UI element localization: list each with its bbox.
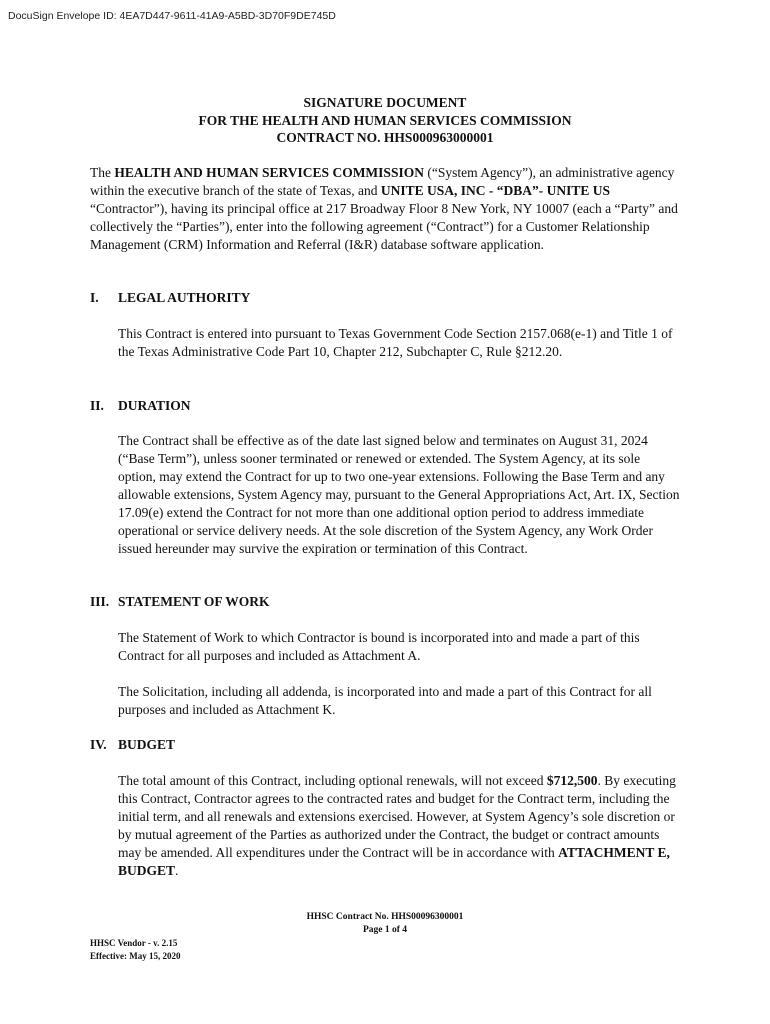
section-paragraph: The Contract shall be effective as of the date last signed below and terminates on August 31, 2024 (“Base Term”), unless sooner terminated or renewed or extended. The System Agency, at its sole option, may extend the Contract for up to two one-year extensions. Following the Base Term and any allowable extensions, System Agency may, pursuant to the General Appropriations Act, Art. IX, Section 17.09(e) extend the Contract for not more than one additional option period to address immediate operational or service delivery needs. At the sole discretion of the System Agency, any Work Order issued hereunder may survive the expiration or termination of this Contract.	[118, 433, 680, 556]
budget-text-2: . By executing this Contract, Contractor agrees to the contracted rates and budget for the Contract term, including the initial term, and all renewals and extensions exercised. However, at System Agency’s sole discretion or by mutual agreement of the Parties as authorized under the Contract, the budget or contract amounts may be amended. All expenditures under the Contract will be in accordance with	[118, 773, 676, 860]
section-title: DURATION	[118, 398, 191, 413]
section-number: IV.	[90, 737, 107, 752]
intro-paragraph	[90, 164, 680, 254]
section-number: II.	[90, 398, 104, 413]
section-paragraph: The Statement of Work to which Contractor is bound is incorporated into and made a part of this Contract for all purposes and included as Attachment A.	[118, 630, 640, 663]
vendor-version-info	[90, 937, 180, 962]
section-heading-legal-authority	[90, 289, 250, 307]
document-title	[0, 94, 770, 147]
section-heading-duration	[90, 397, 191, 415]
contract-amount: $712,500	[546, 773, 598, 788]
title-line-2: FOR THE HEALTH AND HUMAN SERVICES COMMISSION	[198, 112, 572, 128]
section-title: STATEMENT OF WORK	[118, 594, 270, 609]
section-paragraph: The Solicitation, including all addenda, is incorporated into and made a part of this Contract for all purposes and included as Attachment K.	[118, 684, 652, 717]
title-line-3: CONTRACT NO. HHS000963000001	[276, 130, 494, 145]
attachment-reference: ATTACHMENT E, BUDGET	[118, 845, 670, 878]
section-heading-budget	[90, 736, 175, 754]
intro-text-1: The	[90, 165, 115, 180]
section-heading-statement-of-work	[90, 593, 270, 611]
budget-text-3: .	[175, 863, 179, 878]
section-title: BUDGET	[118, 737, 176, 752]
section-paragraph: This Contract is entered into pursuant to Texas Government Code Section 2157.068(e-1) and Title 1 of the Texas Administrative Code Part 10, Chapter 212, Subchapter C, Rule §212.20.	[118, 326, 673, 359]
docusign-envelope-id: DocuSign Envelope ID: 4EA7D447-9611-41A9-A5BD-3D70F9DE745D	[8, 10, 336, 22]
budget-text-1: The total amount of this Contract, including optional renewals, will not exceed	[118, 773, 547, 788]
effective-date: Effective: May 15, 2020	[90, 950, 181, 961]
section-number: I.	[90, 290, 99, 305]
page-number: Page 1 of 4	[362, 925, 408, 935]
page-footer	[0, 911, 770, 937]
vendor-version: HHSC Vendor - v. 2.15	[90, 938, 178, 948]
contractor-name: UNITE USA, INC - “DBA”- UNITE US	[380, 183, 611, 198]
title-line-1: SIGNATURE DOCUMENT	[303, 95, 467, 110]
intro-text-3: “Contractor”), having its principal office at 217 Broadway Floor 8 New York, NY 10007 (each a “Party” and collectively the “Parties”), enter into the following agreement (“Contract”) for a Customer Relationship Management (CRM) Information and Referral (I&R) database software application.	[90, 201, 678, 252]
agency-name: HEALTH AND HUMAN SERVICES COMMISSION	[114, 165, 424, 180]
section-number: III.	[90, 594, 110, 609]
section-paragraph	[118, 772, 680, 880]
footer-contract-number: HHSC Contract No. HHS00096300001	[306, 912, 464, 922]
intro-text-2: (“System Agency”), an administrative agency within the executive branch of the state of Texas, and	[90, 165, 675, 198]
section-title: LEGAL AUTHORITY	[118, 290, 251, 305]
